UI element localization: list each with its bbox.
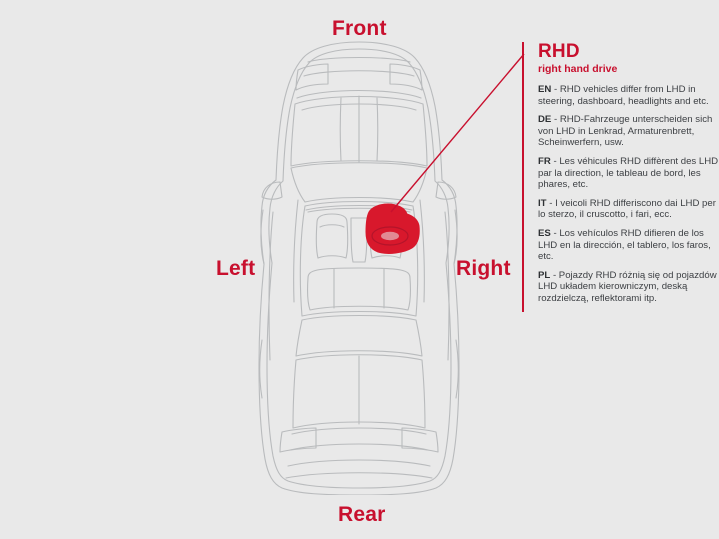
lang-code-en: EN (538, 84, 552, 95)
lang-text-pl: - Pojazdy RHD różnią się od pojazdów LHD układem kierowniczym, deską rozdzielczą, reflektorami itp. (538, 269, 717, 304)
orientation-label-left: Left (216, 257, 256, 280)
lang-text-it: - I veicoli RHD differiscono dai LHD per lo sterzo, il cruscotto, i fari, ecc. (538, 197, 716, 221)
lang-text-fr: - Les véhicules RHD diffèrent des LHD par la direction, le tableau de bord, les phares, etc. (538, 155, 719, 191)
lang-block-fr (538, 156, 719, 191)
steering-wheel-highlight (366, 204, 419, 253)
lang-code-it: IT (538, 197, 547, 209)
lang-text-en: - RHD vehicles differ from LHD in steering, dashboard, headlights and etc. (538, 84, 709, 107)
callout-panel (522, 42, 719, 312)
lang-block-es (538, 228, 719, 263)
callout-title: RHD (538, 41, 580, 62)
lang-text-de: - RHD-Fahrzeuge unterscheiden sich von LHD in Lenkrad, Armaturenbrett, Scheinwerfern, usw. (538, 114, 713, 149)
orientation-label-front: Front (332, 17, 387, 40)
lang-code-pl: PL (538, 269, 551, 281)
lang-block-it (538, 198, 719, 221)
lang-code-es: ES (538, 227, 551, 239)
lang-code-de: DE (538, 114, 552, 126)
lang-code-fr: FR (538, 155, 551, 167)
lang-block-de (538, 114, 719, 149)
orientation-label-right: Right (456, 257, 511, 280)
orientation-label-rear: Rear (338, 503, 386, 526)
lang-text-es: - Los vehículos RHD difieren de los LHD en la dirección, el tablero, los faros, etc. (538, 227, 711, 263)
callout-subtitle: right hand drive (538, 63, 618, 75)
lang-block-en (538, 84, 719, 107)
car-top-view-illustration (246, 40, 472, 495)
lang-block-pl (538, 270, 719, 305)
